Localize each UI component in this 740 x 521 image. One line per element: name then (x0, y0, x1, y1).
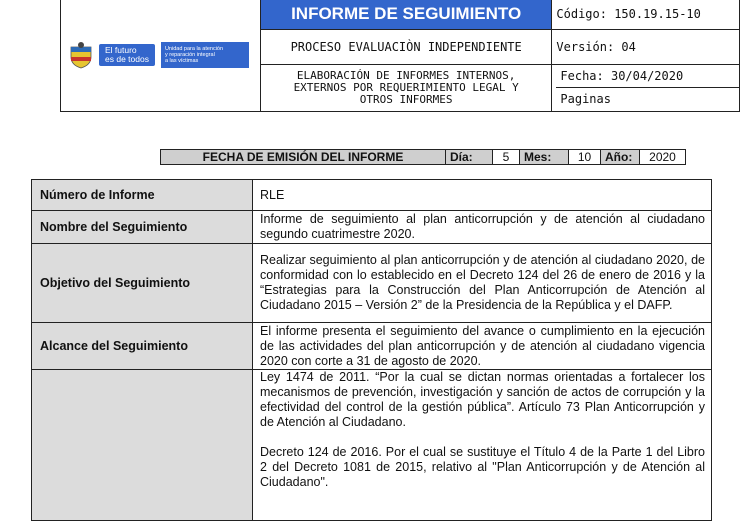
subprocess-line: EXTERNOS POR REQUERIMIENTO LEGAL Y (293, 81, 519, 94)
report-info-table (31, 179, 712, 521)
year-value: 2020 (640, 150, 686, 165)
unit-logo (161, 42, 249, 68)
subprocess-line: ELABORACIÓN DE INFORMES INTERNOS, (296, 69, 516, 82)
process-name: PROCESO EVALUACIÒN INDEPENDIENTE (260, 30, 551, 65)
document-version: Versión: 04 (552, 30, 740, 65)
year-label: Año: (601, 150, 640, 165)
issue-date-row (160, 149, 686, 165)
objective-label: Objetivo del Seguimiento (32, 244, 253, 323)
day-label: Día: (446, 150, 493, 165)
month-value: 10 (569, 150, 601, 165)
slogan-line: El futuro (105, 45, 137, 55)
criteria-paragraph: Decreto 124 de 2016. Por el cual se sustituye el Título 4 de la Parte 1 del Libro 2 del Decreto 1081 de 2015, relativo al "Plan Anticorrupción y de Atención al Ciudadano". (260, 445, 705, 489)
table-row (32, 211, 712, 244)
month-label: Mes: (520, 150, 569, 165)
issue-date-label: FECHA DE EMISIÓN DEL INFORME (161, 150, 446, 165)
table-row (32, 370, 712, 521)
date-pages-cell (552, 65, 740, 112)
subprocess-line: OTROS INFORMES (359, 93, 453, 106)
scope-label: Alcance del Seguimiento (32, 323, 253, 370)
document-header (60, 0, 740, 112)
document-date: Fecha: 30/04/2020 (556, 65, 739, 88)
colombia-crest-icon (67, 41, 95, 69)
report-name-label: Nombre del Seguimiento (32, 211, 253, 244)
criteria-label (32, 370, 253, 521)
document-code: Código: 150.19.15-10 (552, 0, 740, 30)
scope-value: El informe presenta el seguimiento del avance o cumplimiento en la ejecución de las actividades del plan anticorrupción y de atención al ciudadano vigencia 2020 con corte a 31 de agosto de 2020. (253, 323, 712, 370)
gov-slogan-logo (99, 44, 155, 66)
criteria-paragraph: Ley 1474 de 2011. “Por la cual se dictan normas orientadas a fortalecer los mecanismos de prevención, investigación y sanción de actos de corrupción y la efectividad del control de la gestión pública”. Artículo 73 Plan Anticorrupción y de Atención al Ciudadano. (260, 370, 705, 429)
report-number-label: Número de Informe (32, 180, 253, 211)
table-row (32, 323, 712, 370)
day-value: 5 (493, 150, 520, 165)
unit-logo-line: a las víctimas (164, 58, 199, 64)
report-number-value: RLE (253, 180, 712, 211)
unit-logo-line: y reparación integral (164, 52, 215, 58)
criteria-value (253, 370, 712, 521)
document-title: INFORME DE SEGUIMIENTO (260, 0, 551, 30)
table-row (32, 180, 712, 211)
report-name-value: Informe de seguimiento al plan anticorrupción y de atención al ciudadano segundo cuatrimestre 2020. (253, 211, 712, 244)
unit-logo-line: Unidad para la atención (164, 46, 224, 52)
table-row (32, 244, 712, 323)
subprocess-name (260, 65, 551, 112)
slogan-line: es de todos (105, 54, 149, 64)
document-pages: Paginas (560, 92, 611, 106)
objective-value: Realizar seguimiento al plan anticorrupción y de atención al ciudadano 2020, de conformidad con lo establecido en el Decreto 124 del 26 de enero de 2016 y la “Estrategias para la Construcción del Plan Anticorrupción de Atención al Ciudadano 2015 – Versión 2” de la Presidencia de la República y el DAFP. (253, 244, 712, 323)
logo-cell (61, 0, 261, 112)
